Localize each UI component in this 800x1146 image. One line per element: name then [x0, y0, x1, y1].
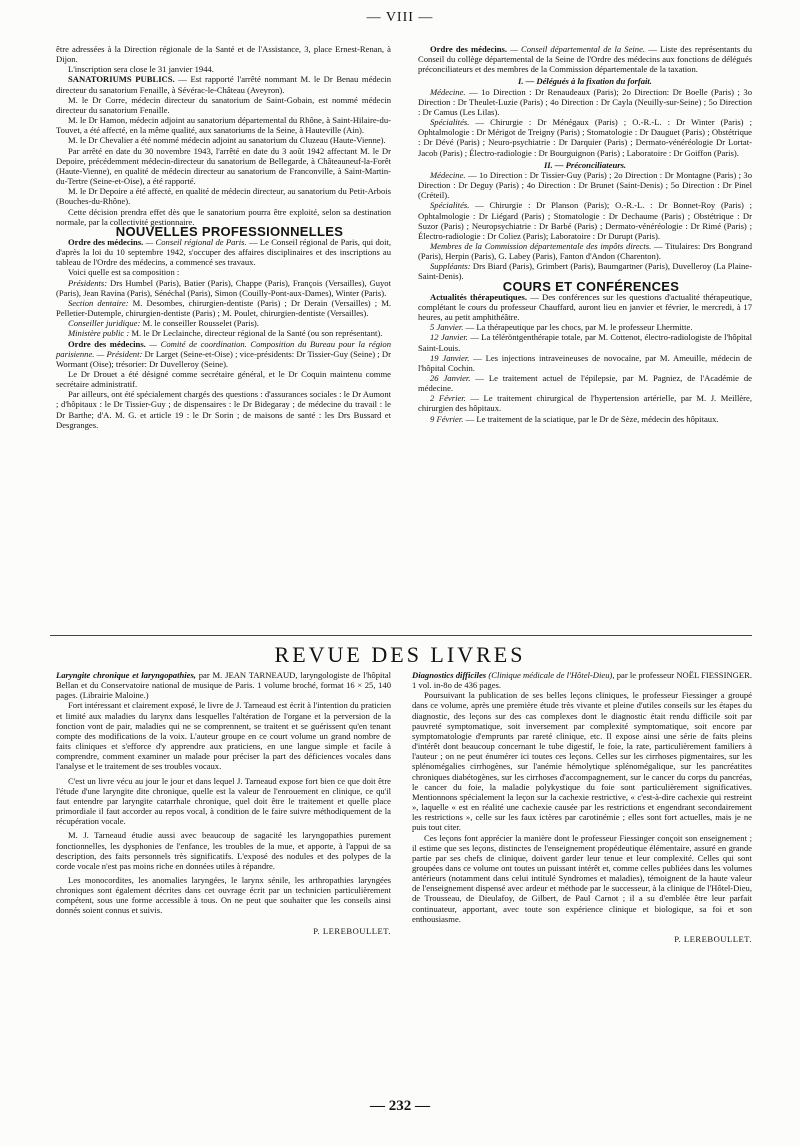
paragraph-text: — Des conférences sur les questions d'actualité thérapeutique, complétant le cours du professeur Chauffard, auront lieu en janvier et février, le mercredi, à 17 heures, au petit amphithéâtre. [418, 291, 752, 323]
paragraph [418, 292, 752, 322]
lead: Actualités thérapeutiques. [430, 291, 528, 302]
paragraph [418, 117, 752, 158]
lead-italic: 5 Janvier. [430, 322, 464, 333]
lead-italic: 19 Janvier. [430, 352, 470, 363]
paragraph-text: — Titulaires: Drs Bongrand (Paris), Herpin (Paris), G. Labey (Paris), Fanton d'Andon (Charenton). [418, 240, 753, 262]
paragraph-text: — Les injections intraveineuses de novocaïne, par M. Ameuille, médecin de l'hôpital Cochin. [418, 352, 752, 373]
revue-title: REVUE DES LIVRES [274, 642, 526, 667]
page-number: — 232 — [370, 1098, 430, 1114]
paragraph-text: — Le traitement actuel de l'épilepsie, par M. Pagniez, de l'Académie de médecine. [418, 373, 752, 394]
paragraph [418, 44, 752, 74]
paragraph-text: — Le traitement de la sciatique, par le Dr de Sèze, médecin des hôpitaux. [463, 413, 719, 424]
paragraph-text: M. Desombes, chirurgien-dentiste (Paris) ; Dr Derain (Versailles) ; M. Pelletier-Dutemple, chirurgien-dentiste (Paris) ; M. Poulet, chirurgien-dentiste (Versailles). [56, 297, 392, 319]
paragraph-text: — Chirurgie : Dr Planson (Paris); O.-R.-L. : Dr Bonnet-Roy (Paris) ; Ophtalmologie : Dr Liégard (Paris) ; Stomatologie : Dr Dechaume (Paris) ; Obstétrique : Dr Suzor (Paris) ; Neuropsychiatrie : Dr Barbé (Paris) ; Dermato-vénéréologie : Dr Rimé (Paris) ; Électro-radiologie : Dr Coliez (Paris); Laboratoire : Dr Durupt (Paris). [418, 200, 752, 241]
book-title: Diagnostics difficiles [412, 670, 487, 680]
paragraph [56, 328, 391, 338]
lead-italic: Médecine. [430, 86, 466, 97]
paragraph [56, 74, 391, 94]
paragraph [56, 318, 391, 328]
right-column-news [418, 44, 752, 424]
paragraph: M. le Dr Depoire a été affecté, en qualité de médecin directeur, au sanatorium du Petit-Arbois (Bouches-du-Rhône). [56, 186, 391, 207]
paragraph: Poursuivant la publication de ses belles leçons cliniques, le professeur Fiessinger a groupé dans ce volume, après une première étude très vivante et pleine d'utiles conseils sur les étapes du diagnostic, des leçons sur des cas complexes dont le diagnostic était rendu difficile soit par pauvreté symptomatique, soit inversement par complexité symptomatique, soit encore par symptomatologie d'emprunts par rareté clinique, etc. Il expose ainsi une série de faits pleins d'intérêt dont beaucoup concernant le tube digestif, le foie, la rate, particulièrement familiers à l'auteur ; on ne peut énumérer ici toutes ces leçons. Celles sur les cirrhoses pigmentaires, sur les splénomégalies cirrhogènes, sur l'anémie hémolytique splénomégalique, sur les pancréatites chroniques diabétogènes, sur les cirrhoses d'accompagnement, sur le cancer du corps du pancréas, le cancer du foie, la maladie polykystique du foie sont particulièrement significatives. Mentionnons spécialement la leçon sur la cachexie restrictive, « c'est-à-dire cachexie qui restreint », laquelle « est en réalité une cachexie causée par les restrictions et engendrant secondairement les restrictions », celle sur les faux ictères par carotinémie ; elles sont fort actuelles, mais je ne puis tout citer. [412, 690, 752, 833]
signature: P. LEREBOULLET. [313, 925, 391, 936]
book-intro: par M. JEAN TARNEAUD, laryngologiste de l'hôpital Bellan et du Conservatoire national de musique de Paris. 1 volume broché, format 16 × 25, 140 pages. (Librairie Maloine.) [56, 670, 391, 701]
paragraph-text: — La téléröntgenthérapie totale, par M. Cottenot, électro-radiologiste de l'hôpital Saint-Louis. [418, 332, 752, 353]
lead-italic: Section dentaire: [68, 297, 129, 308]
review-left [56, 670, 391, 936]
paragraph-text: — La thérapeutique par les chocs, par M. le professeur Lhermitte. [463, 322, 693, 333]
lead: Ordre des médecins. [68, 236, 144, 247]
review-right [412, 670, 752, 944]
paragraph-text: — 1o Direction : Dr Renaudeaux (Paris); 2o Direction: Dr Boelle (Paris) ; 3o Direction : Dr Theulet-Luzie (Paris) ; 4o Direction : Dr Cayla (Neuilly-sur-Seine) ; 5o Direction : Dr Camus (Les Lilas). [418, 86, 752, 117]
paragraph: M. le Dr Hamon, médecin adjoint au sanatorium départemental du Rhône, à Saint-Hilaire-du-Touvet, a été affecté, en la même qualité, aux sanatoriums de la Seine, à Hauteville (Ain). [56, 115, 391, 136]
book-title: Laryngite chronique et laryngopathies, [56, 670, 196, 680]
paragraph-text: — Le traitement chirurgical de l'hypertension artérielle, par M. J. Meillère, chirurgien des hôpitaux. [418, 393, 752, 414]
paragraph-text: — Liste des représentants du Conseil du collège départemental de la Seine de l'Ordre des médecins aux fonctions de délégués préconciliateurs et des membres de la Commission départementale de la taxation. [418, 44, 752, 75]
review-header [56, 670, 391, 700]
paragraph: M. J. Tarneaud étudie aussi avec beaucoup de sagacité les laryngopathies purement fonctionnelles, les dysphonies de l'enfance, les troubles de la mue, et apporte, à l'appui de sa description, des faits personnels très significatifs. L'exposé des nodules et des polypes de la corde vocale n'est pas moins riche en données utiles à répandre. [56, 830, 391, 871]
paragraph-text: Dr Larget (Seine-et-Oise) ; vice-présidents: Dr Tissier-Guy (Seine) ; Dr Wormant (Oise); trésorier: Dr Duvelleroy (Seine). [56, 348, 391, 369]
paragraph [56, 237, 391, 267]
paragraph: être adressées à la Direction régionale de la Santé et de l'Assistance, 3, place Ernest-Renan, à Dijon. [56, 44, 391, 65]
lead: Ordre des médecins. [430, 44, 508, 54]
lead-italic: Suppléants: [430, 261, 471, 272]
paragraph-text: — 1o Direction : Dr Tissier-Guy (Paris) ; 2o Direction : Dr Montagne (Paris) ; 3o Direction : Dr Deguy (Paris) ; 4o Direction : Dr Brunet (Saint-Denis) ; 5o Direction : Dr Pinel (Créteil). [418, 169, 752, 201]
lead: Ordre des médecins. [68, 338, 146, 349]
paragraph [56, 278, 391, 298]
signature: P. LEREBOULLET. [674, 933, 752, 944]
lead-italic: 9 Février. [430, 413, 464, 424]
sub-heading: I. — Délégués à la fixation du forfait. [518, 76, 652, 87]
paragraph [418, 393, 752, 413]
paragraph [418, 353, 752, 373]
paragraph-text: M. le Dr Leclainche, directeur régional de la Santé (ou son représentant). [129, 328, 383, 339]
paragraph [418, 414, 752, 424]
lead-italic: Spécialités. [430, 200, 470, 211]
paragraph: M. le Dr Chevalier a été nommé médecin adjoint au sanatorium du Cluzeau (Haute-Vienne). [68, 135, 386, 146]
lead-italic: Membres de la Commission départementale des impôts directs. [430, 240, 652, 251]
paragraph: Par arrêté en date du 30 novembre 1943, l'arrêté en date du 3 août 1942 affectant M. le Dr Depoire, précédemment médecin-directeur du sanatorium de Bellegarde, à Châteauneuf-la-Forêt (Haute-Vienne), en qualité de médecin directeur au sanatorium de Franconville, à Saint-Martin-du-Tertre (Seine-et-Oise), a été rapporté. [56, 145, 391, 187]
paragraph: Voici quelle est sa composition : [68, 267, 180, 278]
lead-italic: 26 Janvier. [430, 373, 471, 383]
paragraph: C'est un livre vécu au jour le jour et dans lequel J. Tarneaud expose fort bien ce que doit être l'étude d'une laryngite dite chronique, quelle est la valeur de l'enrouement en clinique, ce qu'il faut entendre par laryngite catarrhale chronique, quel doit être le traitement et quelle place primordiale il faut accorder au repos vocal, à condition de le faire suivre méthodiquement de la récupération vocale. [56, 775, 391, 827]
book-intro: par le professeur NOËL FIESSINGER. 1 vol. in-8o de 436 pages. [412, 670, 752, 691]
paragraph: Fort intéressant et clairement exposé, le livre de J. Tarneaud est écrit à l'intention du praticien et limité aux maladies du larynx dans lesquelles l'altération de l'organe et la perversion de la fonction vont de pair, maladies qui ne se comprennent, se traitent et se guérissent qu'en tenant compte des modifications de la voix. L'auteur groupe en ce court volume un grand nombre de faits cliniques et s'efforce d'y apprendre aux praticiens, en une langue simple et facile à comprendre, comment examiner un malade pour préciser la part des déficiences vocales dans l'analyse et le traitement de ses troubles vocaux. [56, 700, 391, 772]
paragraph-text: — Chirurgie : Dr Ménégaux (Paris) ; O.-R.-L. : Dr Winter (Paris) ; Ophtalmologie : Dr Mérigot de Treigny (Paris) ; Stomatologie : Dr Dauguet (Paris) ; Obstétrique : Dr Dévé (Paris) ; Neuro-psychiatrie : Dr Darquier (Paris) ; Dermato-vénéréologie Dr Lortat-Jacob (Paris) ; Électro-radiologie : Dr Bourguignon (Paris) ; Laboratoire : Dr Goiffon (Paris). [418, 117, 752, 158]
left-column-news [56, 44, 391, 430]
paragraph: Le Dr Drouet a été désigné comme secrétaire général, et le Dr Coquin maintenu comme secrétaire administratif. [56, 369, 391, 390]
lead-italic: Conseiller juridique: [68, 318, 141, 329]
lead-italic: — Conseil départemental de la Seine. [507, 44, 646, 54]
paragraph [418, 200, 752, 241]
paragraph [418, 332, 752, 352]
paragraph [418, 87, 752, 117]
lead-italic: Spécialités. [430, 117, 470, 128]
paragraph [418, 170, 752, 200]
paragraph [418, 241, 752, 261]
lead-italic: 12 Janvier. [430, 332, 468, 343]
paragraph-text: Drs Humbel (Paris), Batier (Paris), Chappe (Paris), François (Versailles), Guyot (Paris), Jean Ravina (Paris), Sénéchal (Paris), Simon (Couilly-Pont-aux-Dames), Winter (Paris). [56, 277, 391, 298]
paragraph: Les monocordites, les anomalies laryngées, le larynx sénile, les arthropathies laryngées chroniques sont également décrites dans cet ouvrage écrit par un technicien particulièrement compétent, sous une forme accessible à tous. On ne peut que souhaiter que les conseils ainsi donnés soient connus et suivis. [56, 874, 391, 916]
section-heading: NOUVELLES PROFESSIONNELLES [115, 223, 344, 239]
lead-italic: Ministère public : [68, 328, 130, 339]
paragraph-text: Drs Biard (Paris), Grimbert (Paris), Baumgartner (Paris), Duvelleroy (La Plaine-Saint-Denis). [418, 261, 752, 282]
lead-italic: 2 Février. [430, 393, 466, 404]
paragraph [56, 298, 391, 318]
paragraph [418, 322, 752, 332]
paragraph: L'inscription sera close le 31 janvier 1944. [68, 64, 214, 75]
section-heading: COURS ET CONFÉRENCES [502, 278, 680, 294]
paragraph-text: — Est rapporté l'arrêté nommant M. le Dr Benau médecin directeur du sanatorium Fenaille, à Sévérac-le-Château (Aveyron). [56, 74, 391, 95]
paragraph: M. le Dr Corre, médecin directeur du sanatorium de Saint-Gobain, est nommé médecin directeur du sanatorium Fenaille. [56, 94, 391, 115]
section-divider [50, 635, 752, 636]
sub-heading: II. — Préconciliateurs. [543, 159, 627, 170]
lead-italic: Présidents: [68, 277, 108, 288]
lead-italic: Médecine. [430, 169, 466, 180]
paragraph-text: — Le Conseil régional de Paris, qui doit, d'après la loi du 10 septembre 1942, s'occuper des affaires disciplinaires et des inscriptions au tableau de l'Ordre des médecins, a commencé ses travaux. [56, 236, 391, 268]
page-header: — VIII — [366, 10, 434, 25]
paragraph [418, 373, 752, 393]
paragraph [56, 339, 391, 369]
paragraph-text: M. le conseiller Rousselet (Paris). [140, 318, 259, 329]
lead: SANATORIUMS PUBLICS. [68, 74, 175, 85]
paragraph: Ces leçons font apprécier la manière dont le professeur Fiessinger conçoit son enseignement ; il estime que ses leçons, distinctes de l'enseignement propédeutique élémentaire, assuré en grande partie par ses chefs de clinique, doivent garder leur tenue et leur complexité. Celles qui sont groupées dans ce volume ont toutes un puissant intérêt et, comme celles publiées dans les volumes antérieurs (notamment dans celui intitulé Syndromes et maladies), témoignent de la haute valeur de l'enseignement dispensé avec ardeur et méthode par le successeur, à la clinique de l'Hôtel-Dieu, de Trousseau, de Dieulafoy, de Gilbert, de Paul Carnot ; il a su d'emblée être leur parfait continuateur, apportant, avec toute son expérience clinique et biologique, sa foi et son enthousiasme. [412, 832, 752, 924]
review-header [412, 670, 752, 690]
lead-italic: — Conseil régional de Paris. [143, 236, 247, 247]
book-subtitle: (Clinique médicale de l'Hôtel-Dieu), [486, 670, 615, 680]
paragraph: Cette décision prendra effet dès que le sanatorium pourra être exploité, selon sa destination normale, par la collectivité gestionnaire. [56, 206, 391, 227]
lead-italic: — Comité de coordination. Composition du Bureau pour la région parisienne. — Président: [56, 338, 392, 359]
paragraph: Par ailleurs, ont été spécialement chargés des questions : d'assurances sociales : le Dr Aumont ; d'hôpitaux : le Dr Tissier-Guy ; de dispensaires : le Dr Bidegaray ; de médecine du travail : le Dr Barthe; d'A. M. G. et article 19 : le Dr Sorin ; de maisons de santé : les Drs Bussard et Desgranges. [56, 389, 391, 430]
